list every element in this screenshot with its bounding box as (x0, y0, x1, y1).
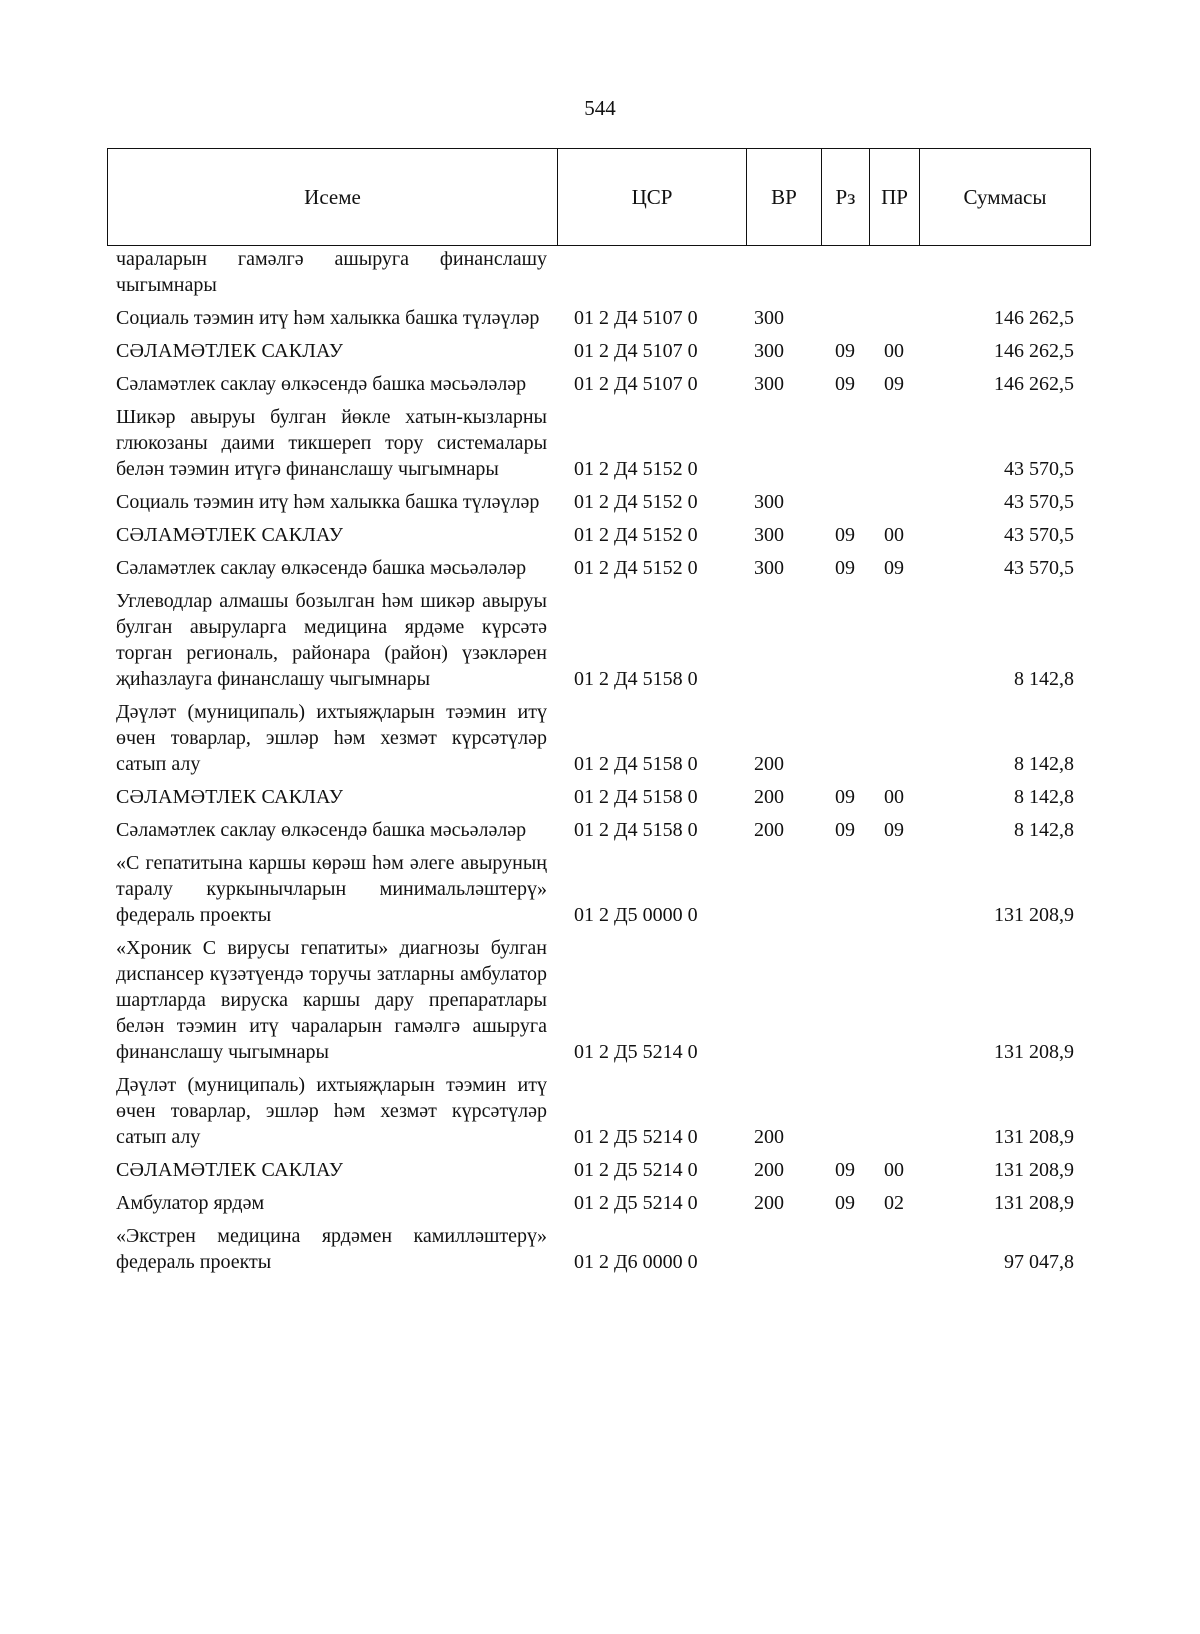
table-row (107, 371, 1090, 404)
name-cell: Социаль тәэмин итү һәм халыкка башка түләүләр (116, 307, 540, 329)
rz-cell (821, 699, 869, 784)
rz-cell (821, 489, 869, 522)
csr-cell: 01 2 Д6 0000 0 (574, 1251, 698, 1273)
pr-cell: 09 (884, 373, 904, 395)
vr-cell: 300 (754, 307, 784, 329)
name-cell: Сәламәтлек саклау өлкәсендә башка мәсьәләләр (116, 373, 527, 395)
csr-cell: 01 2 Д4 5152 0 (574, 524, 698, 546)
budget-table (107, 246, 1090, 1282)
rz-cell (821, 404, 869, 489)
csr-cell: 01 2 Д4 5158 0 (574, 786, 698, 808)
name-cell: Углеводлар алмашы бозылган һәм шикәр авыруы булган авыруларга медицина ярдәме күрсәтә торган региональ, районара (район) үзәкләрен җиһазлауга финанслашу чыгымнары (116, 590, 547, 690)
csr-cell: 01 2 Д4 5107 0 (574, 307, 698, 329)
vr-cell (746, 935, 821, 1072)
sum-cell: 8 142,8 (1014, 753, 1074, 775)
rz-cell (821, 850, 869, 935)
csr-cell: 01 2 Д4 5152 0 (574, 557, 698, 579)
pr-cell: 00 (884, 340, 904, 362)
rz-cell: 09 (835, 373, 855, 395)
vr-cell: 200 (754, 786, 784, 808)
rz-cell: 09 (835, 819, 855, 841)
table-row (107, 555, 1090, 588)
pr-cell: 09 (884, 819, 904, 841)
table-row (107, 817, 1090, 850)
table-row (107, 850, 1090, 935)
pr-cell (869, 246, 919, 305)
csr-cell: 01 2 Д4 5158 0 (574, 819, 698, 841)
csr-cell: 01 2 Д4 5107 0 (574, 373, 698, 395)
name-cell: СӘЛАМӘТЛЕК САКЛАУ (116, 524, 344, 546)
vr-cell: 300 (754, 491, 784, 513)
column-header-csr: ЦСР (558, 149, 747, 246)
name-cell: Сәламәтлек саклау өлкәсендә башка мәсьәләләр (116, 557, 527, 579)
sum-cell: 8 142,8 (1014, 786, 1074, 808)
vr-cell: 200 (754, 753, 784, 775)
rz-cell: 09 (835, 786, 855, 808)
sum-cell: 43 570,5 (1004, 491, 1074, 513)
table-header (107, 148, 1091, 246)
name-cell: Амбулатор ярдәм (116, 1192, 265, 1214)
rz-cell: 09 (835, 1192, 855, 1214)
vr-cell: 300 (754, 373, 784, 395)
pr-cell (869, 699, 919, 784)
pr-cell: 00 (884, 524, 904, 546)
pr-cell: 00 (884, 786, 904, 808)
table-row (107, 1190, 1090, 1223)
name-cell: Шикәр авыруы булган йөкле хатын-кызларны глюкозаны даими тикшереп тору системалары белән тәэмин итүгә финанслашу чыгымнары (116, 406, 547, 480)
csr-cell: 01 2 Д4 5152 0 (574, 458, 698, 480)
table-row (107, 1072, 1090, 1157)
vr-cell: 200 (754, 1192, 784, 1214)
sum-cell: 43 570,5 (1004, 557, 1074, 579)
sum-cell: 8 142,8 (1014, 668, 1074, 690)
vr-cell (746, 1223, 821, 1282)
vr-cell: 200 (754, 1159, 784, 1181)
table-row (107, 522, 1090, 555)
sum-cell (919, 246, 1090, 305)
name-cell: СӘЛАМӘТЛЕК САКЛАУ (116, 786, 344, 808)
sum-cell: 146 262,5 (994, 340, 1074, 362)
vr-cell (746, 404, 821, 489)
vr-cell (746, 850, 821, 935)
pr-cell (869, 588, 919, 699)
rz-cell (821, 1072, 869, 1157)
column-header-vr: ВР (747, 149, 822, 246)
table-row (107, 935, 1090, 1072)
name-cell: СӘЛАМӘТЛЕК САКЛАУ (116, 1159, 344, 1181)
pr-cell (869, 404, 919, 489)
table-body (107, 246, 1090, 1282)
name-cell: чараларын гамәлгә ашыруга финанслашу чыгымнары (116, 248, 547, 296)
pr-cell: 00 (884, 1159, 904, 1181)
pr-cell: 02 (884, 1192, 904, 1214)
table-row (107, 404, 1090, 489)
sum-cell: 8 142,8 (1014, 819, 1074, 841)
csr-cell: 01 2 Д4 5107 0 (574, 340, 698, 362)
sum-cell: 43 570,5 (1004, 524, 1074, 546)
vr-cell: 300 (754, 524, 784, 546)
table-row (107, 1223, 1090, 1282)
table-row (107, 246, 1090, 305)
pr-cell (869, 1223, 919, 1282)
name-cell: «С гепатитына каршы көрәш һәм әлеге авыруның таралу куркынычларын минимальләштерү» федераль проекты (116, 852, 547, 926)
table-row (107, 305, 1090, 338)
table-row (107, 1157, 1090, 1190)
sum-cell: 131 208,9 (994, 1041, 1074, 1063)
rz-cell: 09 (835, 1159, 855, 1181)
name-cell: Сәламәтлек саклау өлкәсендә башка мәсьәләләр (116, 819, 527, 841)
column-header-rz: Рз (822, 149, 870, 246)
vr-cell: 300 (754, 557, 784, 579)
csr-cell: 01 2 Д5 5214 0 (574, 1159, 698, 1181)
name-cell: Дәүләт (муниципаль) ихтыяҗларын тәэмин итү өчен товарлар, эшләр һәм хезмәт күрсәтүләр сатып алу (116, 701, 547, 775)
table-row (107, 588, 1090, 699)
rz-cell (821, 305, 869, 338)
name-cell: «Хроник С вирусы гепатиты» диагнозы булган диспансер күзәтүендә торучы затларны амбулатор шартларда вируска каршы дару препаратлары белән тәэмин итү чараларын гамәлгә ашыруга финанслашу чыгымнары (116, 937, 547, 1063)
pr-cell (869, 935, 919, 1072)
csr-cell: 01 2 Д5 5214 0 (574, 1041, 698, 1063)
pr-cell (869, 850, 919, 935)
name-cell: «Экстрен медицина ярдәмен камилләштерү» федераль проекты (116, 1225, 547, 1273)
rz-cell (821, 1223, 869, 1282)
rz-cell (821, 246, 869, 305)
rz-cell: 09 (835, 524, 855, 546)
rz-cell (821, 588, 869, 699)
column-header-sum: Суммасы (920, 149, 1091, 246)
table-row (107, 338, 1090, 371)
name-cell: СӘЛАМӘТЛЕК САКЛАУ (116, 340, 344, 362)
name-cell: Социаль тәэмин итү һәм халыкка башка түләүләр (116, 491, 540, 513)
csr-cell (557, 246, 746, 305)
csr-cell: 01 2 Д4 5158 0 (574, 753, 698, 775)
rz-cell (821, 935, 869, 1072)
table-row (107, 699, 1090, 784)
sum-cell: 131 208,9 (994, 1159, 1074, 1181)
name-cell: Дәүләт (муниципаль) ихтыяҗларын тәэмин итү өчен товарлар, эшләр һәм хезмәт күрсәтүләр сатып алу (116, 1074, 547, 1148)
column-header-name: Исеме (108, 149, 558, 246)
csr-cell: 01 2 Д5 5214 0 (574, 1192, 698, 1214)
pr-cell (869, 489, 919, 522)
page-number: 544 (584, 96, 616, 120)
sum-cell: 146 262,5 (994, 373, 1074, 395)
vr-cell (746, 588, 821, 699)
pr-cell (869, 305, 919, 338)
rz-cell: 09 (835, 340, 855, 362)
vr-cell: 300 (754, 340, 784, 362)
pr-cell (869, 1072, 919, 1157)
csr-cell: 01 2 Д4 5158 0 (574, 668, 698, 690)
table-row (107, 489, 1090, 522)
pr-cell: 09 (884, 557, 904, 579)
vr-cell: 200 (754, 819, 784, 841)
sum-cell: 131 208,9 (994, 1126, 1074, 1148)
sum-cell: 131 208,9 (994, 904, 1074, 926)
rz-cell: 09 (835, 557, 855, 579)
csr-cell: 01 2 Д5 5214 0 (574, 1126, 698, 1148)
sum-cell: 146 262,5 (994, 307, 1074, 329)
sum-cell: 43 570,5 (1004, 458, 1074, 480)
vr-cell: 200 (754, 1126, 784, 1148)
vr-cell (746, 246, 821, 305)
csr-cell: 01 2 Д4 5152 0 (574, 491, 698, 513)
sum-cell: 97 047,8 (1004, 1251, 1074, 1273)
table-row (107, 784, 1090, 817)
csr-cell: 01 2 Д5 0000 0 (574, 904, 698, 926)
column-header-pr: ПР (870, 149, 920, 246)
sum-cell: 131 208,9 (994, 1192, 1074, 1214)
